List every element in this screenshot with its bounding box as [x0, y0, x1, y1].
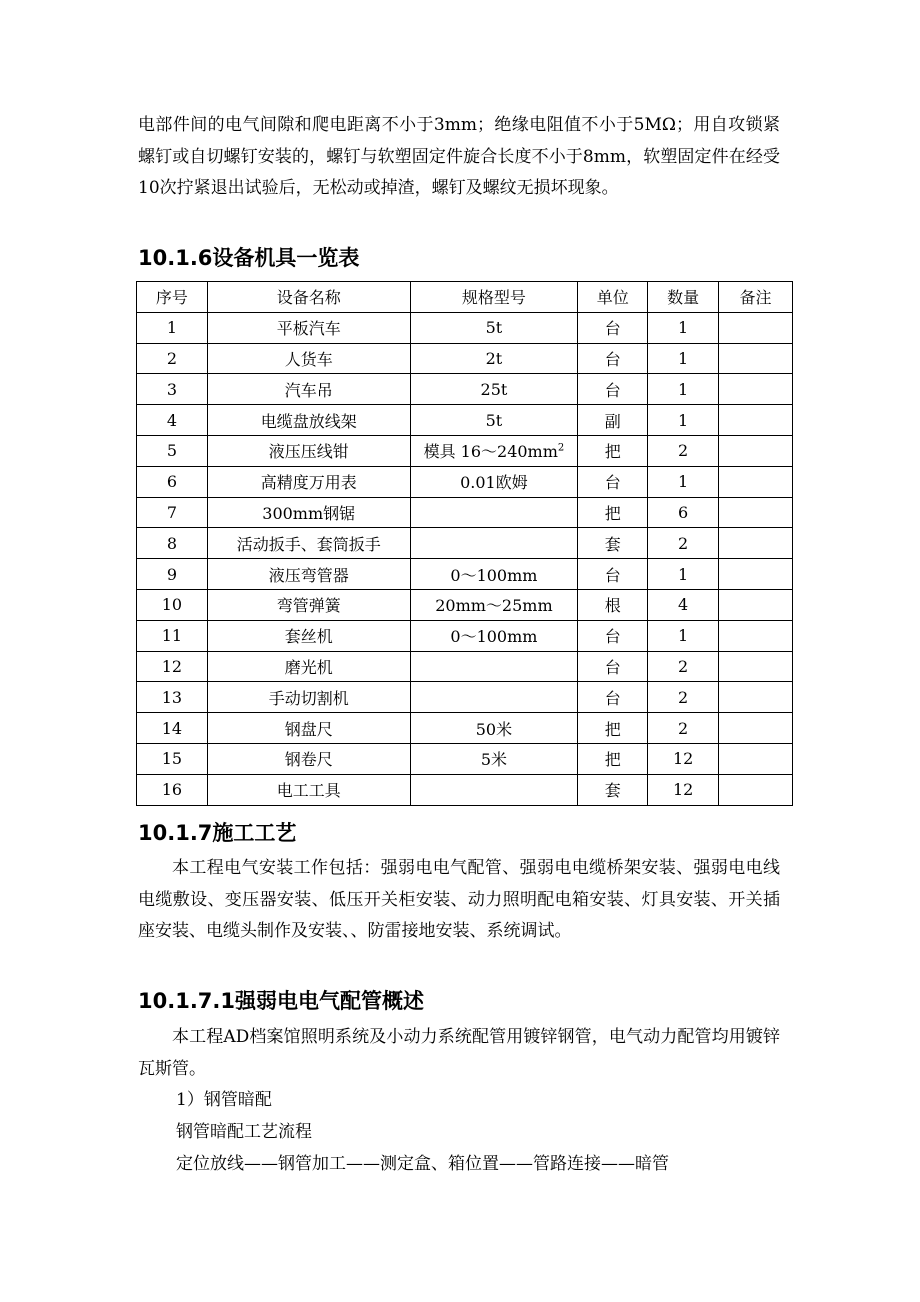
- table-row: [137, 774, 793, 805]
- cell-spec: [410, 312, 578, 343]
- cell-qty-text: 1: [678, 379, 689, 399]
- cell-unit: [578, 497, 648, 528]
- cell-unit-text: 台: [604, 657, 621, 677]
- cell-unit: [578, 682, 648, 713]
- cell-name-text: 液压压线钳: [268, 442, 349, 462]
- cell-no: [137, 466, 208, 497]
- header-no: 序号: [137, 282, 208, 313]
- cell-name: [207, 466, 410, 497]
- cell-qty-text: 1: [678, 410, 689, 430]
- cell-no-text: 10: [161, 595, 183, 615]
- cell-unit: [578, 620, 648, 651]
- cell-no-text: 3: [166, 379, 178, 399]
- table-row: [137, 405, 793, 436]
- section-1017-paragraph: 本工程电气安装工作包括：强弱电电气配管、强弱电电缆桥架安装、强弱电电线电缆敷设、变压器安装、低压开关柜安装、动力照明配电箱安装、灯具安装、开关插座安装、电缆头制作及安装、、防雷接地安装、系统调试。: [138, 858, 780, 941]
- table-row: [137, 343, 793, 374]
- cell-qty-text: 4: [678, 595, 689, 615]
- table-row: [137, 743, 793, 774]
- cell-qty: [648, 466, 719, 497]
- cell-note: [719, 528, 793, 559]
- cell-note: [719, 743, 793, 774]
- cell-spec: [410, 620, 578, 651]
- table-row: [137, 466, 793, 497]
- cell-unit: [578, 589, 648, 620]
- cell-no-text: 15: [161, 749, 183, 769]
- cell-qty-text: 2: [678, 718, 689, 738]
- table-row: [137, 497, 793, 528]
- cell-unit-text: 台: [604, 473, 621, 493]
- cell-spec: [410, 682, 578, 713]
- cell-no: [137, 343, 208, 374]
- cell-name: [207, 528, 410, 559]
- cell-unit-text: 把: [604, 750, 621, 770]
- cell-qty-text: 1: [678, 348, 689, 368]
- cell-name-text: 汽车吊: [284, 380, 333, 400]
- cell-name-text: 磨光机: [284, 657, 333, 677]
- cell-unit-text: 台: [604, 380, 621, 400]
- cell-unit: [578, 405, 648, 436]
- cell-spec: [410, 405, 578, 436]
- cell-spec-text: 25t: [480, 379, 508, 399]
- cell-no-text: 6: [166, 472, 178, 492]
- cell-no-text: 12: [161, 656, 183, 676]
- cell-unit: [578, 312, 648, 343]
- cell-name-text: 人货车: [284, 349, 333, 369]
- cell-name: [207, 713, 410, 744]
- cell-spec: [410, 497, 578, 528]
- cell-no-text: 16: [161, 780, 183, 800]
- header-name: 设备名称: [207, 282, 410, 313]
- cell-note: [719, 497, 793, 528]
- cell-unit-text: 台: [604, 627, 621, 647]
- table-row: [137, 374, 793, 405]
- cell-name: [207, 743, 410, 774]
- cell-qty: [648, 528, 719, 559]
- cell-spec: [410, 466, 578, 497]
- cell-qty: [648, 713, 719, 744]
- cell-qty-text: 6: [678, 502, 689, 522]
- cell-name-text: 手动切割机: [268, 688, 349, 708]
- cell-no-text: 11: [161, 626, 183, 646]
- list-item-steel-conduit: 1）钢管暗配: [176, 1090, 272, 1110]
- cell-spec: [410, 559, 578, 590]
- cell-no-text: 13: [161, 687, 183, 707]
- cell-qty-text: 1: [678, 564, 689, 584]
- table-row: [137, 651, 793, 682]
- cell-qty: [648, 497, 719, 528]
- cell-name-text: 套丝机: [284, 627, 333, 647]
- header-spec: 规格型号: [410, 282, 578, 313]
- cell-unit-text: 把: [604, 442, 621, 462]
- cell-name: [207, 682, 410, 713]
- cell-qty-text: 1: [678, 318, 689, 338]
- cell-unit-text: 台: [604, 319, 621, 339]
- cell-no: [137, 774, 208, 805]
- table-header-row: [137, 282, 793, 313]
- cell-name-text: 电工工具: [276, 781, 341, 801]
- cell-unit-text: 台: [604, 688, 621, 708]
- cell-name: [207, 374, 410, 405]
- cell-note: [719, 374, 793, 405]
- cell-note: [719, 466, 793, 497]
- cell-qty: [648, 589, 719, 620]
- cell-no-text: 8: [166, 533, 178, 553]
- cell-unit-text: 套: [604, 781, 621, 801]
- cell-unit: [578, 435, 648, 466]
- cell-name: [207, 312, 410, 343]
- cell-note: [719, 405, 793, 436]
- cell-spec-text: 50米: [475, 719, 513, 739]
- cell-no: [137, 651, 208, 682]
- cell-no: [137, 374, 208, 405]
- cell-note: [719, 559, 793, 590]
- cell-qty: [648, 774, 719, 805]
- cell-note: [719, 682, 793, 713]
- cell-qty: [648, 405, 719, 436]
- cell-qty: [648, 312, 719, 343]
- cell-spec: [410, 743, 578, 774]
- cell-spec-text: 5t: [485, 318, 503, 338]
- cell-qty: [648, 374, 719, 405]
- cell-no-text: 7: [166, 502, 178, 522]
- cell-spec: [410, 651, 578, 682]
- cell-no: [137, 528, 208, 559]
- cell-name: [207, 651, 410, 682]
- cell-spec-text: 0～100mm: [450, 627, 538, 647]
- cell-spec: [410, 374, 578, 405]
- cell-qty: [648, 743, 719, 774]
- section-heading-10-1-6: 10.1.6设备机具一览表: [138, 246, 360, 270]
- table-row: [137, 682, 793, 713]
- cell-qty-text: 2: [678, 656, 689, 676]
- cell-note: [719, 343, 793, 374]
- process-flow-title: 钢管暗配工艺流程: [176, 1122, 312, 1142]
- cell-no: [137, 620, 208, 651]
- cell-unit: [578, 651, 648, 682]
- cell-name: [207, 620, 410, 651]
- cell-no-text: 1: [166, 318, 178, 338]
- cell-name: [207, 774, 410, 805]
- cell-note: [719, 312, 793, 343]
- cell-spec-text: 模具 16～240mm: [423, 442, 558, 462]
- cell-no-text: 9: [166, 564, 178, 584]
- cell-name-text: 液压弯管器: [268, 565, 349, 585]
- cell-qty-text: 12: [672, 780, 694, 800]
- cell-name-text: 电缆盘放线架: [260, 411, 357, 431]
- intro-paragraph: 电部件间的电气间隙和爬电距离不小于3mm；绝缘电阻值不小于5MΩ；用自攻锁紧螺钉或自切螺钉安装的，螺钉与软塑固定件旋合长度不小于8mm，软塑固定件在经受10次拧紧退出试验后，无松动或掉渣，螺钉及螺纹无损坏现象。: [138, 115, 780, 198]
- table-row: [137, 620, 793, 651]
- table-row: [137, 713, 793, 744]
- cell-spec-text: 2t: [485, 348, 503, 368]
- cell-no: [137, 589, 208, 620]
- cell-name: [207, 405, 410, 436]
- header-qty: 数量: [648, 282, 719, 313]
- cell-no: [137, 682, 208, 713]
- process-flow-steps: 定位放线——钢管加工——测定盒、箱位置——管路连接——暗管: [176, 1154, 669, 1174]
- cell-note: [719, 651, 793, 682]
- cell-name-text: 活动扳手、套筒扳手: [236, 534, 381, 554]
- cell-note: [719, 774, 793, 805]
- cell-no-text: 2: [166, 348, 178, 368]
- cell-no-text: 5: [166, 441, 178, 461]
- cell-qty-text: 2: [678, 441, 689, 461]
- cell-unit-text: 把: [604, 503, 621, 523]
- cell-qty: [648, 682, 719, 713]
- cell-spec: [410, 528, 578, 559]
- cell-note: [719, 620, 793, 651]
- cell-spec: [410, 774, 578, 805]
- header-unit: 单位: [578, 282, 648, 313]
- cell-name-text: 高精度万用表: [260, 473, 357, 493]
- cell-unit: [578, 466, 648, 497]
- cell-no-text: 14: [161, 718, 183, 738]
- cell-name-text: 弯管弹簧: [276, 596, 341, 616]
- cell-name: [207, 497, 410, 528]
- cell-unit: [578, 774, 648, 805]
- cell-name-text: 钢盘尺: [284, 719, 333, 739]
- cell-name-text: 平板汽车: [276, 319, 341, 339]
- cell-no: [137, 497, 208, 528]
- cell-name-text: 300mm钢锯: [262, 503, 356, 523]
- cell-qty: [648, 651, 719, 682]
- table-row: [137, 589, 793, 620]
- cell-no: [137, 559, 208, 590]
- cell-qty-text: 2: [678, 533, 689, 553]
- cell-spec-text: 5t: [485, 410, 503, 430]
- cell-spec: [410, 343, 578, 374]
- cell-no-text: 4: [166, 410, 178, 430]
- cell-qty: [648, 559, 719, 590]
- cell-name: [207, 589, 410, 620]
- equipment-table: [136, 281, 793, 806]
- cell-unit: [578, 743, 648, 774]
- cell-name: [207, 435, 410, 466]
- cell-qty: [648, 343, 719, 374]
- cell-spec-text: 5米: [480, 750, 508, 770]
- cell-name-text: 钢卷尺: [284, 750, 333, 770]
- section-heading-10-1-7-1: 10.1.7.1强弱电电气配管概述: [138, 989, 424, 1013]
- cell-spec: [410, 589, 578, 620]
- cell-unit: [578, 713, 648, 744]
- cell-note: [719, 713, 793, 744]
- table-row: [137, 312, 793, 343]
- cell-unit-text: 根: [604, 596, 621, 616]
- cell-name: [207, 343, 410, 374]
- section-10171-paragraph: 本工程AD档案馆照明系统及小动力系统配管用镀锌钢管，电气动力配管均用镀锌瓦斯管。: [138, 1027, 780, 1079]
- cell-unit: [578, 528, 648, 559]
- cell-unit: [578, 374, 648, 405]
- header-note: 备注: [719, 282, 793, 313]
- cell-qty-text: 1: [678, 472, 689, 492]
- cell-no: [137, 435, 208, 466]
- cell-spec-text: 0.01欧姆: [460, 473, 528, 493]
- table-row: [137, 435, 793, 466]
- cell-qty-text: 12: [672, 749, 694, 769]
- cell-unit-text: 把: [604, 719, 621, 739]
- cell-qty: [648, 435, 719, 466]
- table-row: [137, 528, 793, 559]
- cell-unit-text: 套: [604, 534, 621, 554]
- cell-no: [137, 312, 208, 343]
- cell-note: [719, 589, 793, 620]
- cell-no: [137, 405, 208, 436]
- cell-no: [137, 713, 208, 744]
- cell-unit: [578, 343, 648, 374]
- cell-no: [137, 743, 208, 774]
- section-heading-10-1-7: 10.1.7施工工艺: [138, 821, 297, 845]
- cell-spec-text: 20mm～25mm: [435, 596, 553, 616]
- cell-spec: [410, 435, 578, 466]
- cell-name: [207, 559, 410, 590]
- cell-qty: [648, 620, 719, 651]
- cell-unit: [578, 559, 648, 590]
- cell-unit-text: 副: [604, 411, 621, 431]
- cell-unit-text: 台: [604, 565, 621, 585]
- cell-spec-text: 0～100mm: [450, 565, 538, 585]
- cell-spec-superscript: 2: [557, 443, 565, 455]
- cell-note: [719, 435, 793, 466]
- cell-unit-text: 台: [604, 349, 621, 369]
- cell-qty-text: 2: [678, 687, 689, 707]
- cell-spec: [410, 713, 578, 744]
- table-row: [137, 559, 793, 590]
- cell-qty-text: 1: [678, 626, 689, 646]
